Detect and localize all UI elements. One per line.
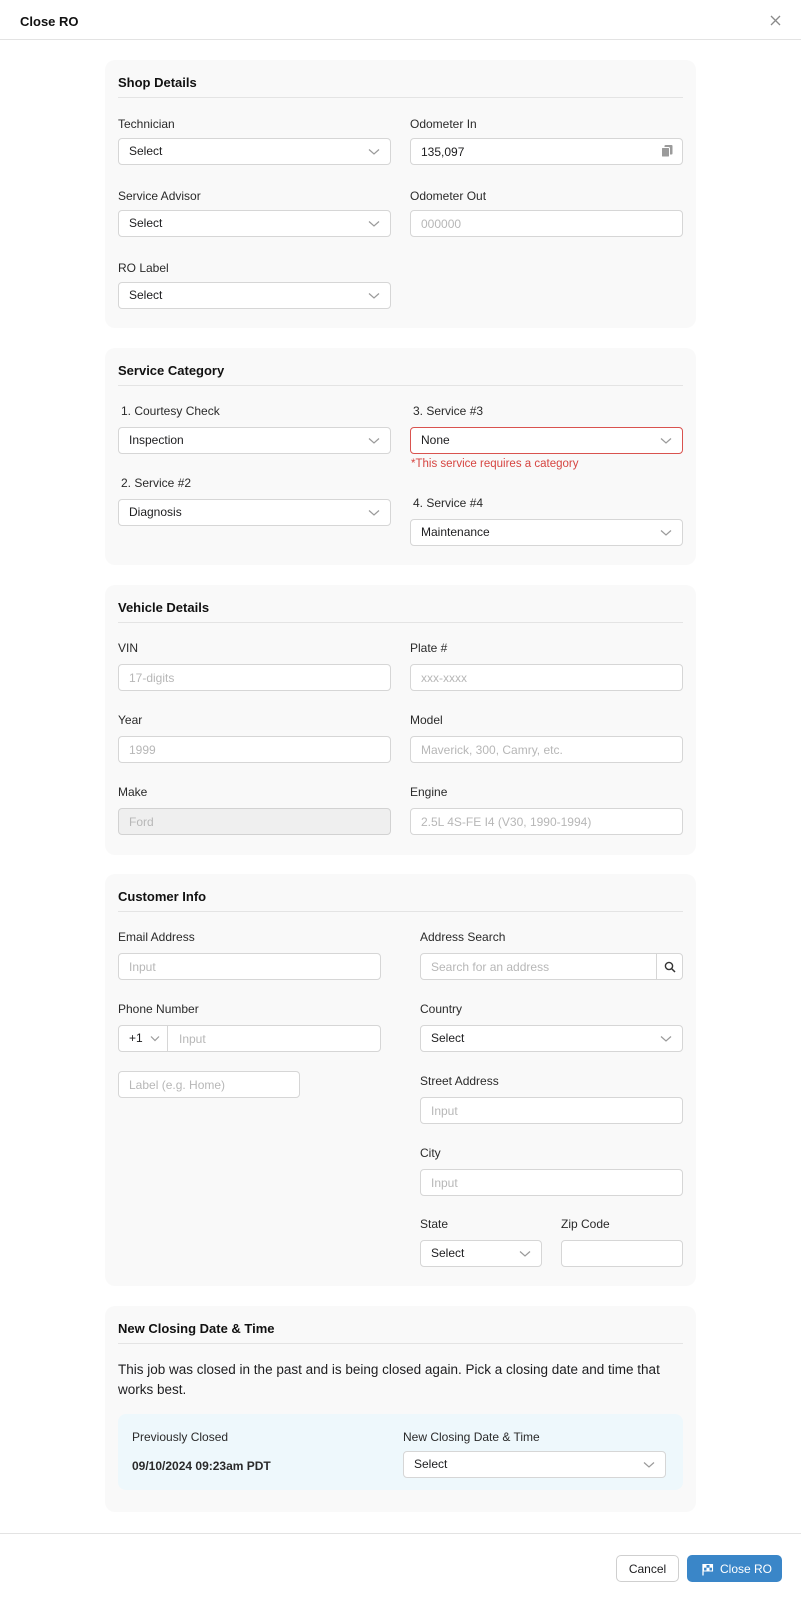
state-select[interactable] — [420, 1240, 542, 1267]
street-input[interactable] — [420, 1097, 683, 1124]
service-advisor-select[interactable] — [118, 210, 391, 237]
vin-input[interactable] — [118, 664, 391, 691]
phone-label-input[interactable] — [118, 1071, 300, 1098]
chevron-down-icon — [660, 1035, 672, 1043]
modal-title: Close RO — [20, 14, 79, 29]
address-search-label: Address Search — [420, 930, 506, 944]
year-label: Year — [118, 713, 143, 727]
service-2-select[interactable] — [118, 499, 391, 526]
section-title: Service Category — [118, 363, 225, 378]
cancel-button[interactable]: Cancel — [616, 1555, 679, 1582]
flag-icon — [701, 1563, 714, 1576]
make-input — [118, 808, 391, 835]
vin-label: VIN — [118, 641, 139, 655]
chevron-down-icon — [368, 509, 380, 517]
zip-label: Zip Code — [561, 1217, 610, 1231]
email-label: Email Address — [118, 930, 195, 944]
closing-description: This job was closed in the past and is being closed again. Pick a closing date and time that works best. — [118, 1362, 660, 1397]
chevron-down-icon — [368, 437, 380, 445]
phone-label: Phone Number — [118, 1002, 199, 1016]
ro-label-label: RO Label — [118, 261, 169, 275]
city-input[interactable] — [420, 1169, 683, 1196]
previously-closed-label: Previously Closed — [132, 1430, 229, 1444]
country-code-select[interactable] — [119, 1026, 168, 1051]
year-input[interactable] — [118, 736, 391, 763]
chevron-down-icon — [368, 292, 380, 300]
service-advisor-label: Service Advisor — [118, 189, 201, 203]
chevron-down-icon — [368, 148, 380, 156]
service-1-value: Inspection — [129, 433, 184, 447]
modal-footer — [0, 1533, 801, 1600]
country-value: Select — [431, 1031, 465, 1045]
plate-input[interactable] — [410, 664, 683, 691]
divider — [118, 622, 683, 623]
ro-label-value: Select — [129, 288, 163, 302]
state-label: State — [420, 1217, 449, 1231]
phone-input[interactable] — [169, 1026, 374, 1051]
divider — [118, 911, 683, 912]
close-icon[interactable] — [770, 15, 781, 26]
service-4-select[interactable] — [410, 519, 683, 546]
close-ro-button[interactable] — [687, 1555, 782, 1582]
search-icon — [664, 961, 676, 973]
phone-field — [118, 1025, 381, 1052]
divider — [118, 1343, 683, 1344]
new-closing-label: New Closing Date & Time — [403, 1430, 540, 1444]
section-title: Customer Info — [118, 889, 207, 904]
service-1-select[interactable] — [118, 427, 391, 454]
service-4-value: Maintenance — [421, 525, 490, 539]
service-1-label: 1. Courtesy Check — [121, 404, 220, 418]
odometer-in-label: Odometer In — [410, 117, 477, 131]
odometer-out-input[interactable] — [410, 210, 683, 237]
chevron-down-icon — [150, 1035, 160, 1042]
service-3-label: 3. Service #3 — [413, 404, 484, 418]
chevron-down-icon — [660, 437, 672, 445]
odometer-in-input[interactable] — [410, 138, 683, 165]
state-value: Select — [431, 1246, 465, 1260]
close-ro-label: Close RO — [720, 1562, 773, 1576]
service-2-value: Diagnosis — [129, 505, 182, 519]
country-code-value: +1 — [129, 1031, 143, 1045]
service-2-label: 2. Service #2 — [121, 476, 192, 490]
address-search-button[interactable] — [656, 953, 683, 980]
modal-header — [0, 0, 801, 40]
service-4-label: 4. Service #4 — [413, 496, 484, 510]
technician-value: Select — [129, 144, 163, 158]
chevron-down-icon — [519, 1250, 531, 1258]
email-input[interactable] — [118, 953, 381, 980]
ro-label-select[interactable] — [118, 282, 391, 309]
section-title: Vehicle Details — [118, 600, 210, 615]
shop-details-section — [105, 60, 696, 328]
chevron-down-icon — [368, 220, 380, 228]
engine-input[interactable] — [410, 808, 683, 835]
copy-icon[interactable] — [660, 144, 674, 158]
model-input[interactable] — [410, 736, 683, 763]
chevron-down-icon — [643, 1461, 655, 1469]
service-3-error: *This service requires a category — [411, 458, 579, 470]
street-label: Street Address — [420, 1074, 499, 1088]
odometer-out-label: Odometer Out — [410, 189, 487, 203]
customer-info-section — [105, 874, 696, 1286]
divider — [118, 385, 683, 386]
service-3-value: None — [421, 433, 450, 447]
zip-input[interactable] — [561, 1240, 683, 1267]
country-label: Country — [420, 1002, 463, 1016]
model-label: Model — [410, 713, 443, 727]
engine-label: Engine — [410, 785, 448, 799]
service-advisor-value: Select — [129, 216, 163, 230]
country-select[interactable] — [420, 1025, 683, 1052]
vehicle-details-section — [105, 585, 696, 855]
technician-label: Technician — [118, 117, 175, 131]
city-label: City — [420, 1146, 441, 1160]
service-3-select[interactable] — [410, 427, 683, 454]
make-label: Make — [118, 785, 148, 799]
closing-date-section — [105, 1306, 696, 1512]
previously-closed-value: 09/10/2024 09:23am PDT — [132, 1459, 271, 1473]
section-title: New Closing Date & Time — [118, 1321, 275, 1336]
chevron-down-icon — [660, 529, 672, 537]
closing-info-panel — [118, 1414, 683, 1490]
section-title: Shop Details — [118, 75, 197, 90]
new-closing-value: Select — [414, 1457, 448, 1471]
plate-label: Plate # — [410, 641, 448, 655]
service-category-section — [105, 348, 696, 565]
technician-select[interactable] — [118, 138, 391, 165]
divider — [118, 97, 683, 98]
new-closing-select[interactable] — [403, 1451, 666, 1478]
address-search-input[interactable] — [420, 953, 657, 980]
